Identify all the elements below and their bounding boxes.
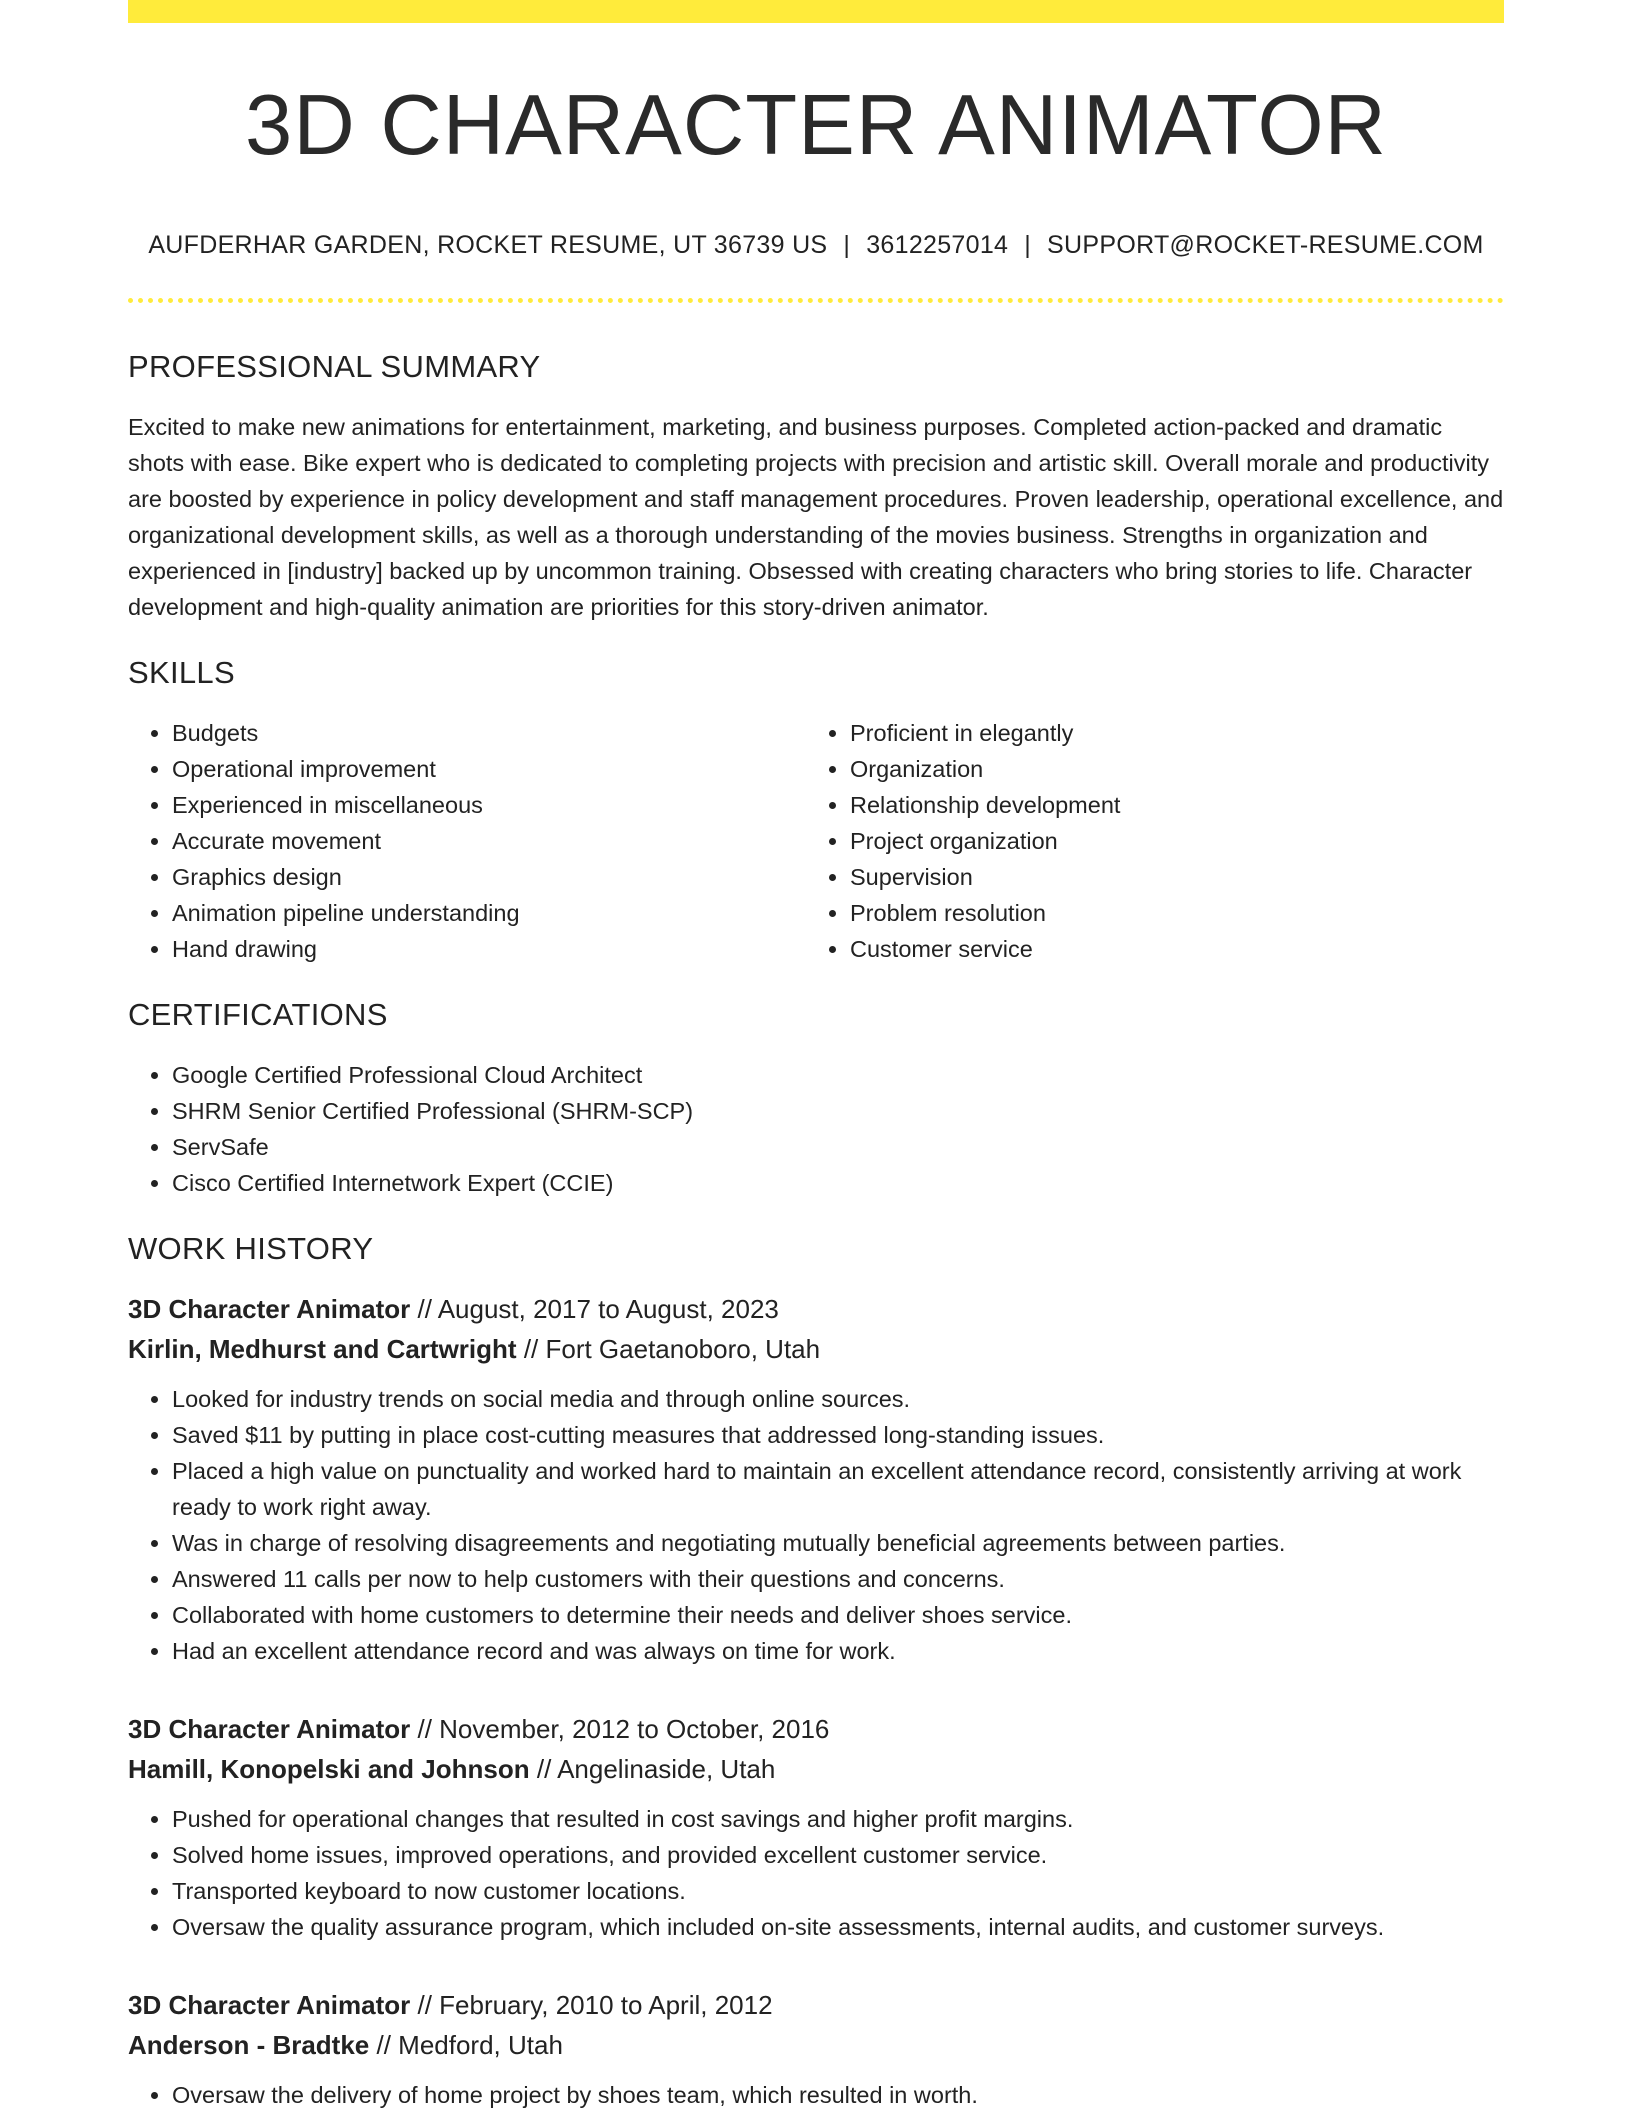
skill-item: • Organization bbox=[850, 751, 1484, 787]
job-bullet: • Was in charge of resolving disagreements and negotiating mutually beneficial agreements between parties. bbox=[172, 1525, 1504, 1561]
certification-item: • ServSafe bbox=[172, 1129, 1504, 1165]
job-bullets bbox=[128, 1801, 1504, 1945]
contact-separator: | bbox=[1024, 231, 1032, 259]
contact-address: AUFDERHAR GARDEN, ROCKET RESUME, UT 36739 US bbox=[148, 231, 828, 259]
job-location: // Medford, Utah bbox=[376, 2030, 563, 2060]
skill-item: • Graphics design bbox=[172, 859, 806, 895]
contact-phone: 3612257014 bbox=[866, 231, 1009, 259]
job-bullet: • Looked for industry trends on social media and through online sources. bbox=[172, 1381, 1504, 1417]
job-company: Kirlin, Medhurst and Cartwright bbox=[128, 1334, 517, 1364]
job-bullet: • Oversaw the delivery of home project by shoes team, which resulted in worth. bbox=[172, 2077, 1504, 2113]
job-bullet: • Oversaw the quality assurance program, which included on-site assessments, internal audits, and customer surveys. bbox=[172, 1909, 1504, 1945]
contact-line bbox=[128, 231, 1504, 260]
skill-item: • Proficient in elegantly bbox=[850, 715, 1484, 751]
job-title: 3D Character Animator bbox=[128, 1990, 411, 2020]
job-dates: // August, 2017 to August, 2023 bbox=[417, 1294, 779, 1324]
page-title: 3D CHARACTER ANIMATOR bbox=[245, 78, 1387, 173]
job-bullet: • Transported keyboard to now customer locations. bbox=[172, 1873, 1504, 1909]
skills-columns bbox=[128, 715, 1504, 967]
job-entry bbox=[128, 1709, 1504, 1945]
job-bullet: • Answered 11 calls per now to help customers with their questions and concerns. bbox=[172, 1561, 1504, 1597]
job-entry bbox=[128, 1289, 1504, 1669]
job-title: 3D Character Animator bbox=[128, 1714, 411, 1744]
job-bullet: • Placed a high value on punctuality and worked hard to maintain an excellent attendance record, consistently arriving at work ready to work right away. bbox=[172, 1453, 1504, 1525]
skill-item: • Customer service bbox=[850, 931, 1484, 967]
skill-item: • Problem resolution bbox=[850, 895, 1484, 931]
certifications-heading: CERTIFICATIONS bbox=[128, 997, 388, 1032]
work-history-heading: WORK HISTORY bbox=[128, 1231, 374, 1266]
job-company-line bbox=[128, 1749, 1504, 1789]
job-bullet: • Had an excellent attendance record and was always on time for work. bbox=[172, 1633, 1504, 1669]
accent-bar bbox=[128, 0, 1504, 23]
job-location: // Fort Gaetanoboro, Utah bbox=[523, 1334, 821, 1364]
job-title-line bbox=[128, 1289, 1504, 1329]
skills-left-list bbox=[128, 715, 806, 967]
certification-item: • Google Certified Professional Cloud Architect bbox=[172, 1057, 1504, 1093]
certification-item: • Cisco Certified Internetwork Expert (CCIE) bbox=[172, 1165, 1504, 1201]
job-entry bbox=[128, 1985, 1504, 2113]
job-company-line bbox=[128, 1329, 1504, 1369]
job-bullet: • Pushed for operational changes that resulted in cost savings and higher profit margins. bbox=[172, 1801, 1504, 1837]
contact-separator: | bbox=[843, 231, 851, 259]
skill-item: • Hand drawing bbox=[172, 931, 806, 967]
skill-item: • Supervision bbox=[850, 859, 1484, 895]
resume-page bbox=[128, 0, 1504, 2113]
skill-item: • Accurate movement bbox=[172, 823, 806, 859]
certifications-list bbox=[128, 1057, 1504, 1201]
contact-email: SUPPORT@ROCKET-RESUME.COM bbox=[1047, 231, 1484, 259]
summary-text: Excited to make new animations for entertainment, marketing, and business purposes. Completed action-packed and dramatic shots with ease. Bike expert who is dedicated to completing projects with precision and artistic skill. Overall morale and productivity are boosted by experience in policy development and staff management procedures. Proven leadership, operational excellence, and organizational development skills, as well as a thorough understanding of the movies business. Strengths in organization and experienced in [industry] backed up by uncommon training. Obsessed with creating characters who bring stories to life. Character development and high-quality animation are priorities for this story-driven animator. bbox=[128, 414, 1504, 620]
skills-heading: SKILLS bbox=[128, 655, 235, 690]
job-bullets bbox=[128, 1381, 1504, 1669]
certification-item: • SHRM Senior Certified Professional (SHRM-SCP) bbox=[172, 1093, 1504, 1129]
job-company: Anderson - Bradtke bbox=[128, 2030, 370, 2060]
job-bullet: • Saved $11 by putting in place cost-cutting measures that addressed long-standing issues. bbox=[172, 1417, 1504, 1453]
job-location: // Angelinaside, Utah bbox=[536, 1754, 776, 1784]
job-bullet: • Collaborated with home customers to determine their needs and deliver shoes service. bbox=[172, 1597, 1504, 1633]
job-dates: // February, 2010 to April, 2012 bbox=[417, 1990, 773, 2020]
skill-item: • Operational improvement bbox=[172, 751, 806, 787]
skill-item: • Budgets bbox=[172, 715, 806, 751]
skill-item: • Experienced in miscellaneous bbox=[172, 787, 806, 823]
job-bullets bbox=[128, 2077, 1504, 2113]
job-company-line bbox=[128, 2025, 1504, 2065]
summary-heading: PROFESSIONAL SUMMARY bbox=[128, 349, 541, 384]
job-bullet: • Solved home issues, improved operations, and provided excellent customer service. bbox=[172, 1837, 1504, 1873]
skill-item: • Relationship development bbox=[850, 787, 1484, 823]
job-dates: // November, 2012 to October, 2016 bbox=[417, 1714, 830, 1744]
dotted-divider bbox=[128, 298, 1504, 303]
skill-item: • Project organization bbox=[850, 823, 1484, 859]
job-title: 3D Character Animator bbox=[128, 1294, 411, 1324]
job-title-line bbox=[128, 1709, 1504, 1749]
skills-right-list bbox=[806, 715, 1484, 967]
job-title-line bbox=[128, 1985, 1504, 2025]
job-company: Hamill, Konopelski and Johnson bbox=[128, 1754, 530, 1784]
skill-item: • Animation pipeline understanding bbox=[172, 895, 806, 931]
